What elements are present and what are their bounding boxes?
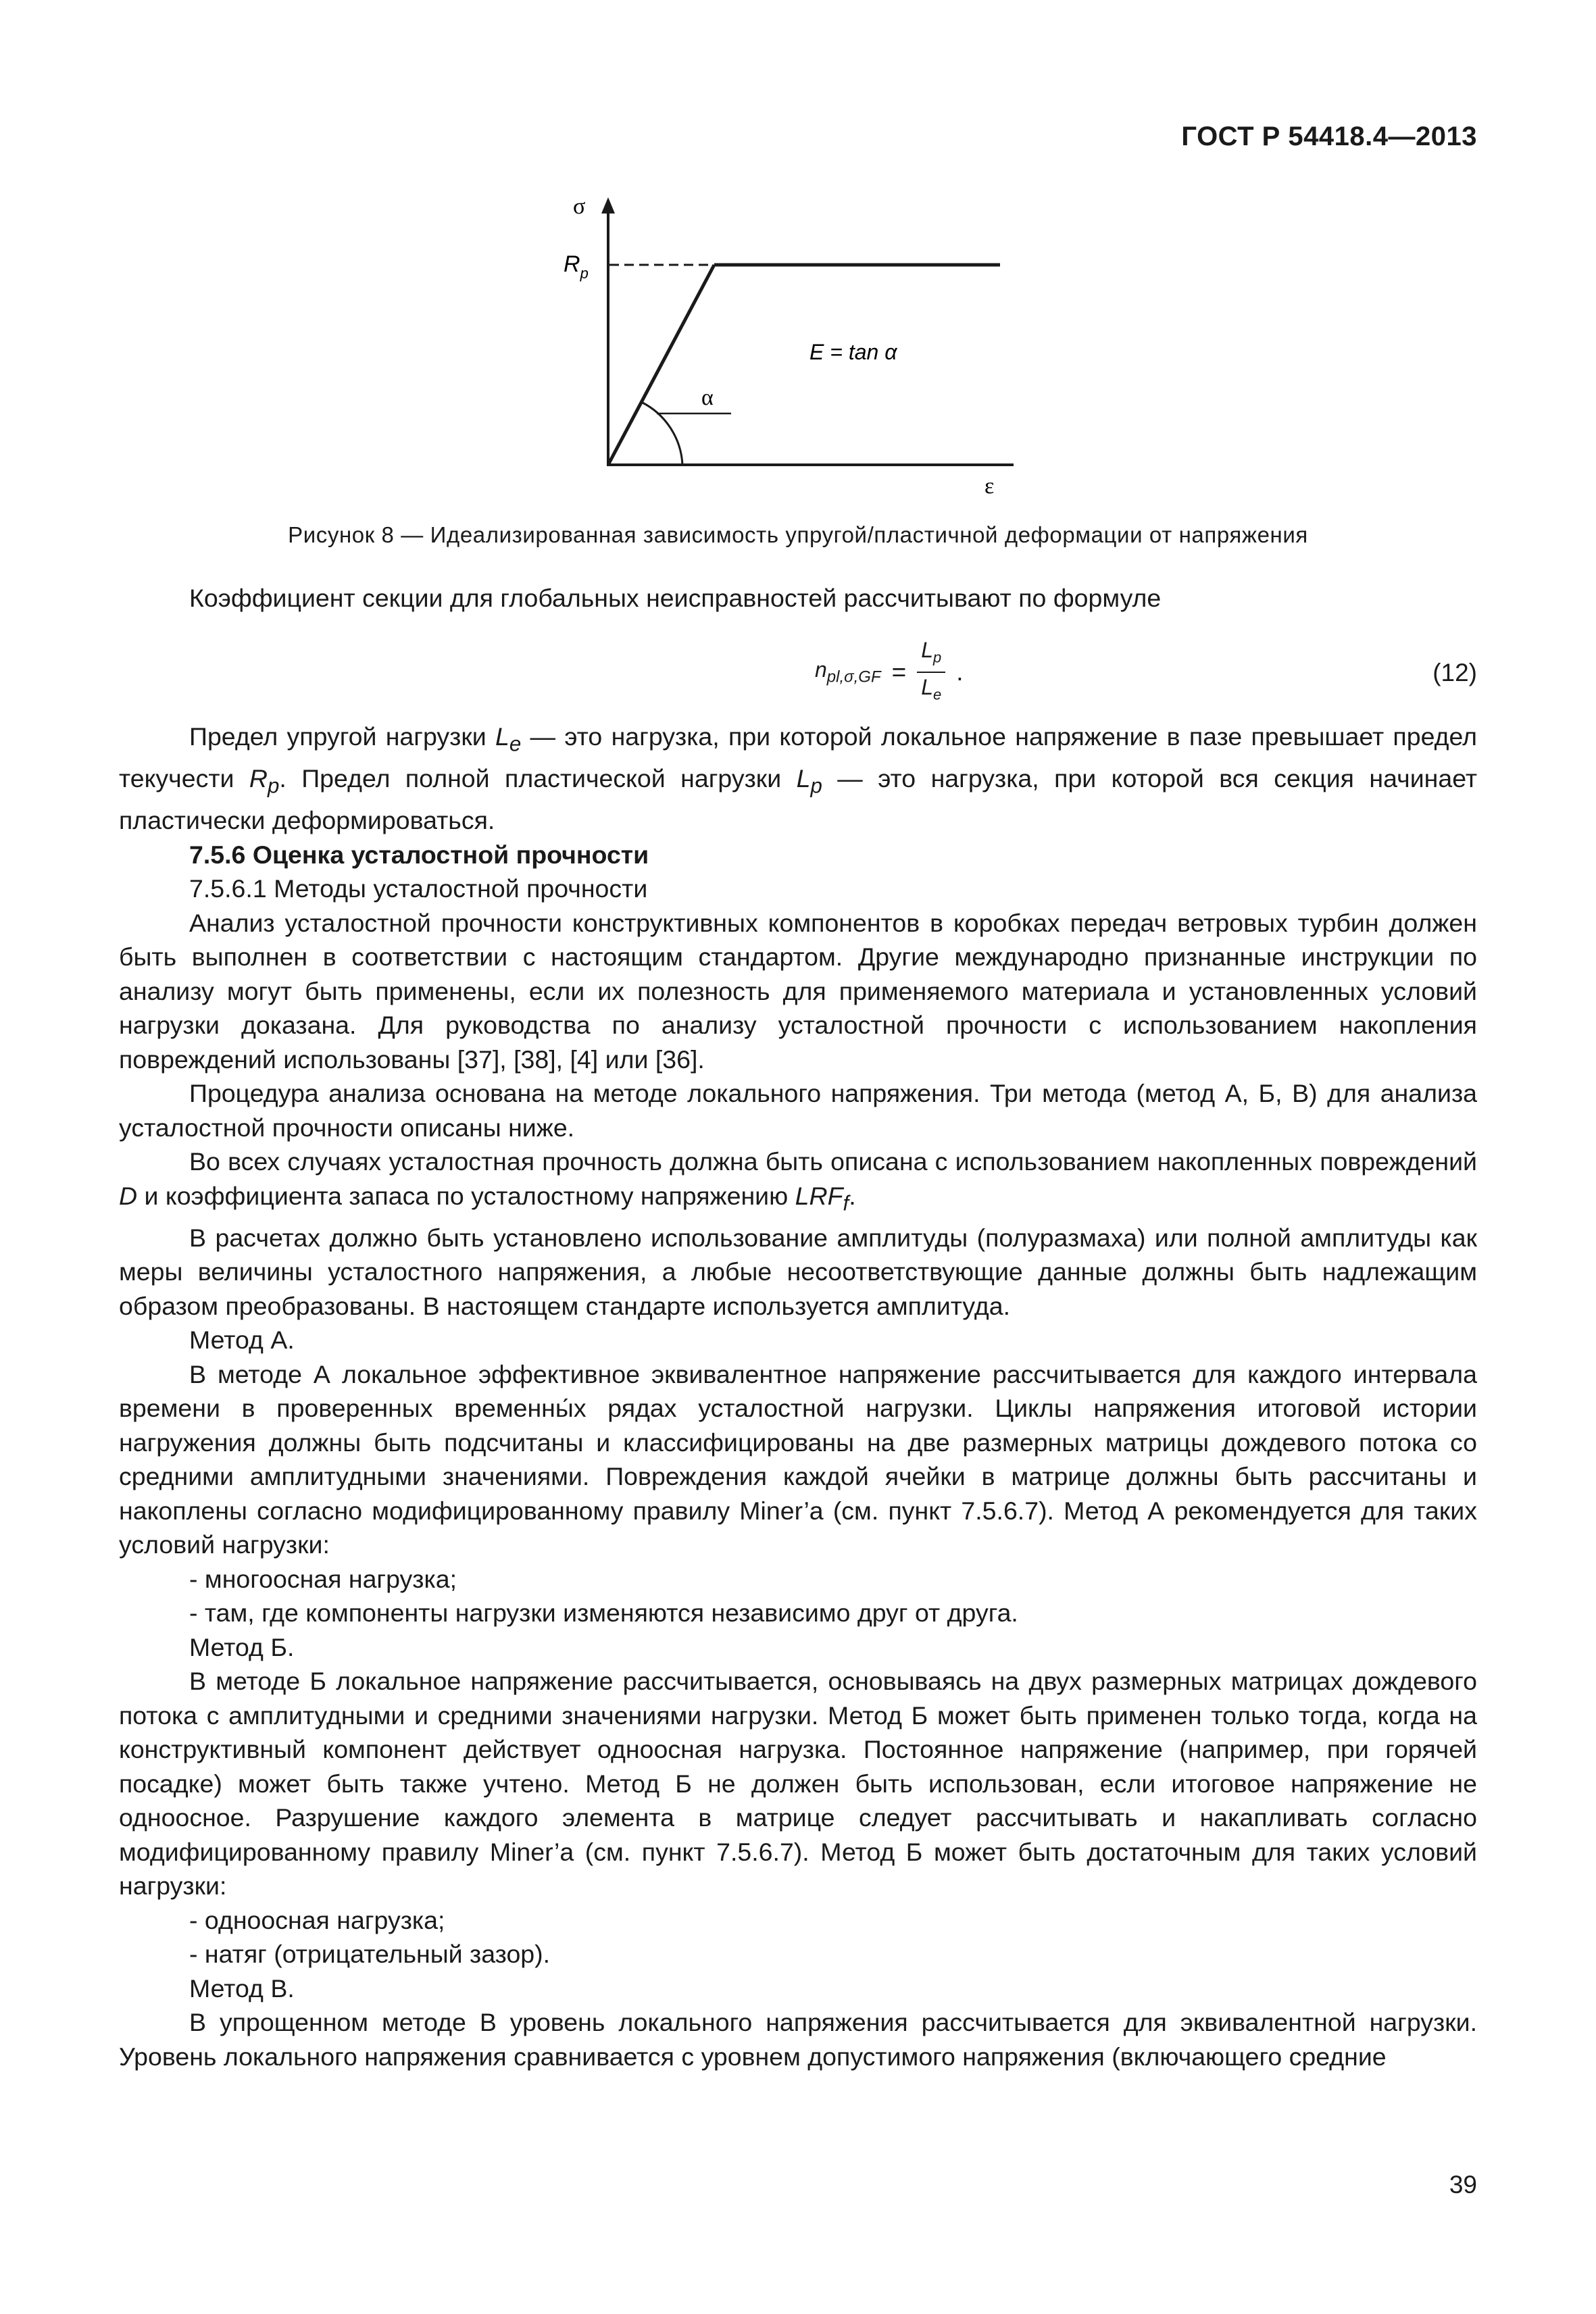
- paragraph-method-v: В упрощенном методе В уровень локального напряжения рассчитывается для эквивалентной нагрузки. Уровень локального напряжения сравнивается с уровнем допустимого напряжения (включающего средние: [119, 2008, 1477, 2071]
- fraction-denominator: $L_e$: [921, 675, 942, 703]
- method-v-heading: Метод В.: [189, 1973, 295, 2003]
- list-item-interference-fit: - натяг (отрицательный зазор).: [189, 1940, 551, 1968]
- formula-fraction: [917, 637, 945, 708]
- page-number: 39: [1449, 2171, 1477, 2198]
- formula-intro: Коэффициент секции для глобальных неисправностей рассчитывают по формуле: [189, 584, 1162, 612]
- y-axis-arrow: [601, 197, 615, 213]
- document-standard-header: ГОСТ Р 54418.4—2013: [1181, 122, 1477, 151]
- yield-label: $R_p$: [564, 251, 589, 282]
- paragraph-method-a: В методе А локальное эффективное эквивалентное напряжение рассчитывается для каждого интервала времени в проверенных временны́х рядах усталостной нагрузки. Циклы напряжения итоговой истории нагружения должны быть подсчитаны и классифицированы на две размерных матрицы дождевого потока со средними амплитудными значениями. Повреждения каждой ячейки в матрице должны быть рассчитаны и накоплены согласно модифицированному правилу Miner’a (см. пункт 7.5.6.7). Метод А рекомендуется для таких условий нагрузки:: [119, 1359, 1477, 1559]
- x-axis-label: ε: [984, 474, 995, 499]
- angle-arc: [641, 402, 682, 465]
- paragraph-amplitude: В расчетах должно быть установлено использование амплитуды (полуразмаха) или полной амплитуды как меры величины усталостного напряжения, а любые несоответствующие данные должны быть надлежащим образом преобразованы. В настоящем стандарте используется амплитуда.: [119, 1223, 1477, 1320]
- y-axis-label: σ: [573, 196, 586, 219]
- stress-strain-diagram: [554, 196, 1027, 507]
- list-item-multiaxial: - многоосная нагрузка;: [189, 1564, 457, 1593]
- figure-caption: Рисунок 8 — Идеализированная зависимость упругой/пластичной деформации от напряжения: [288, 522, 1308, 547]
- method-b-heading: Метод Б.: [189, 1632, 295, 1661]
- paragraph-method-b: В методе Б локальное напряжение рассчитывается, основываясь на двух размерных матрицах дождевого потока с амплитудными и средними значениями нагрузки. Метод Б может быть применен только тогда, когда на конструктивный компонент действует одноосная нагрузка. Постоянное напряжение (например, при горячей посадке) может быть также учтено. Метод Б не должен быть использован, если итоговое напряжение не одноосное. Разрушение каждого элемента в матрице следует рассчитывать и накапливать согласно модифицированному правилу Miner’a (см. пункт 7.5.6.7). Метод Б может быть достаточным для таких условий нагрузки:: [119, 1667, 1477, 1900]
- method-a-heading: Метод А.: [189, 1326, 295, 1354]
- list-item-uniaxial: - одноосная нагрузка;: [189, 1905, 445, 1934]
- paragraph-load-limits: Предел упругой нагрузки $L_e$ — это нагрузка, при которой локальное напряжение в пазе превышает предел текучести $R_p$. Предел полной пластической нагрузки $L_p$ — это нагрузка, при которой вся секция начинает пластически деформироваться.: [119, 722, 1477, 834]
- paragraph-procedure: Процедура анализа основана на методе локального напряжения. Три метода (метод А, Б, В) для анализа усталостной прочности описаны ниже.: [119, 1079, 1477, 1142]
- formula-period: .: [956, 658, 964, 686]
- subsection-heading-7-5-6-1: 7.5.6.1 Методы усталостной прочности: [189, 874, 648, 903]
- formula-lhs: $n_{pl,\sigma,GF}$: [815, 657, 881, 686]
- fraction-numerator: $L_p$: [917, 637, 945, 673]
- formula-equals: =: [891, 658, 907, 686]
- modulus-label: E = tan α: [809, 340, 897, 364]
- angle-label: α: [701, 385, 714, 410]
- list-item-independent-loads: - там, где компоненты нагрузки изменяются независимо друг от друга.: [189, 1599, 1018, 1627]
- body-text: [119, 720, 1477, 2073]
- intro-paragraph: [119, 581, 1477, 615]
- paragraph-damage-description: Во всех случаях усталостная прочность должна быть описана с использованием накопленных повреждений D и коэффициента запаса по усталостному напряжению $LRF_f$.: [119, 1147, 1477, 1215]
- elastic-line: [608, 265, 714, 465]
- section-heading-7-5-6: 7.5.6 Оценка усталостной прочности: [189, 840, 649, 869]
- equation-12: [119, 638, 1477, 706]
- equation-number: (12): [1432, 659, 1477, 686]
- paragraph-analysis-scope: Анализ усталостной прочности конструктивных компонентов в коробках передач ветровых турбин должен быть выполнен в соответствии с настоящим стандартом. Другие международно признанные инструкции по анализу могут быть применены, если их полезность для применяемого материала и установленных условий нагрузки доказана. Для руководства по анализу усталостной прочности с использованием накопления повреждений использованы [37], [38], [4] или [36].: [119, 908, 1477, 1074]
- formula-body: [815, 638, 964, 706]
